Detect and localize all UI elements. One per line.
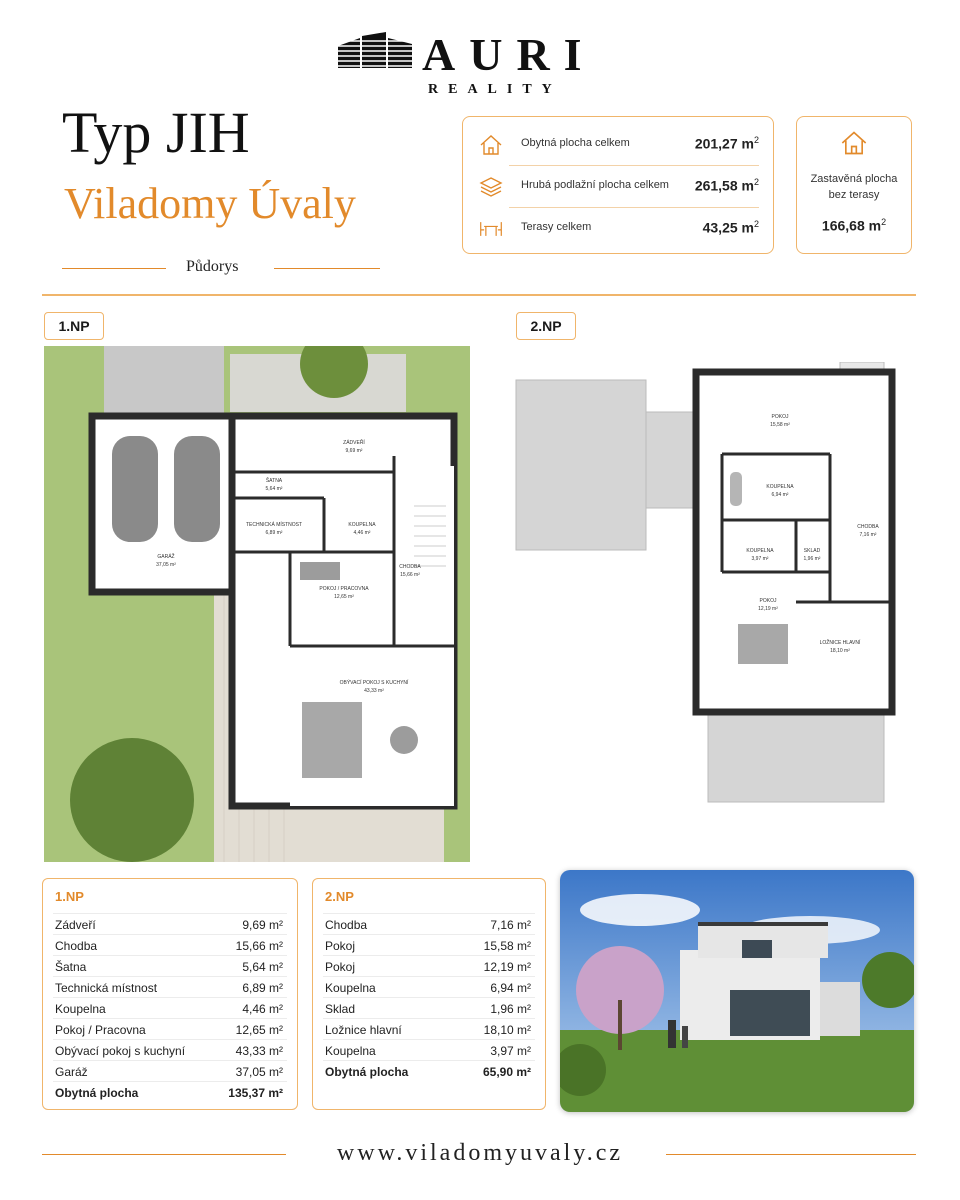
brand-sub: REALITY: [428, 82, 562, 97]
stat-value: 43,25 $m^2$: [702, 219, 759, 236]
svg-text:1,96 m²: 1,96 m²: [803, 556, 821, 562]
table-row: Chodba 7,16 m²: [323, 913, 535, 934]
divider: [274, 268, 380, 269]
stat-label: Terasy celkem: [521, 221, 592, 233]
table-row: Garáž 37,05 m²: [53, 1060, 287, 1081]
table-row: Koupelna 6,94 m²: [323, 976, 535, 997]
area-table-2np: [312, 878, 546, 1110]
room-label-pokoj-1: POKOJ: [771, 414, 789, 420]
svg-text:3,97 m²: 3,97 m²: [751, 556, 769, 562]
stat-row: [463, 167, 773, 207]
divider: [62, 268, 166, 269]
room-label-chodba: CHODBA: [399, 564, 421, 570]
room-label-garaz: GARÁŽ: [157, 554, 175, 560]
svg-text:18,10 m²: 18,10 m²: [830, 648, 850, 654]
room-label-koupelna-1: KOUPELNA: [766, 484, 794, 490]
room-label-loznice: LOŽNICE HLAVNÍ: [819, 640, 861, 646]
house-icon: [479, 133, 503, 157]
room-label-sklad: SKLAD: [803, 548, 821, 554]
svg-text:15,58 m²: 15,58 m²: [770, 422, 790, 428]
room-label-pokoj-pracovna: POKOJ / PRACOVNA: [319, 586, 369, 592]
room-label-koupelna-2: KOUPELNA: [746, 548, 774, 554]
table-total-row: Obytná plocha 135,37 m²: [53, 1081, 287, 1102]
layers-icon: [479, 175, 503, 199]
stat-label: Obytná plocha celkem: [521, 137, 630, 149]
floor-plan-2np: [510, 362, 910, 812]
area-stats-box: [462, 116, 774, 254]
svg-text:9,69 m²: 9,69 m²: [345, 448, 363, 454]
room-label-pokoj-2: POKOJ: [759, 598, 777, 604]
room-label-zadveri: ZÁDVEŘÍ: [343, 440, 365, 446]
room-label-technicka: TECHNICKÁ MÍSTNOST: [245, 522, 303, 528]
page-subtitle: Viladomy Úvaly: [64, 179, 356, 228]
svg-text:6,94 m²: 6,94 m²: [771, 492, 789, 498]
floor-tag-1np: 1.NP: [44, 312, 104, 340]
table-row: Koupelna 3,97 m²: [323, 1039, 535, 1060]
svg-text:4,46 m²: 4,46 m²: [353, 530, 371, 536]
table-row: Sklad 1,96 m²: [323, 997, 535, 1018]
built-area-box: [796, 116, 912, 254]
divider: [509, 207, 759, 208]
brand-logo: [338, 28, 608, 100]
table-heading: 1.NP: [55, 889, 84, 904]
room-label-obyvaci: OBÝVACÍ POKOJ S KUCHYNÍ: [339, 680, 409, 686]
divider: [666, 1154, 916, 1155]
divider: [509, 165, 759, 166]
built-area-value: 166,68 $m^2$: [821, 217, 887, 234]
floor-plan-1np: [44, 346, 470, 862]
stat-row: [463, 209, 773, 249]
stat-value: 261,58 $m^2$: [694, 177, 759, 194]
svg-text:43,33 m²: 43,33 m²: [364, 688, 384, 694]
table-total-row: Obytná plocha 65,90 m²: [323, 1060, 535, 1081]
svg-text:15,66 m²: 15,66 m²: [400, 572, 420, 578]
table-row: Pokoj / Pracovna 12,65 m²: [53, 1018, 287, 1039]
brand-name: AURI: [422, 29, 596, 80]
building-logo-icon: [338, 32, 412, 68]
table-row: Pokoj 15,58 m²: [323, 934, 535, 955]
svg-text:12,65 m²: 12,65 m²: [334, 594, 354, 600]
table-row: Koupelna 4,46 m²: [53, 997, 287, 1018]
area-table-1np: [42, 878, 298, 1110]
section-label: Půdorys: [186, 258, 239, 275]
room-label-koupelna: KOUPELNA: [348, 522, 376, 528]
stat-label: Hrubá podlažní plocha celkem: [521, 179, 669, 191]
house-rendering-image: [560, 870, 914, 1112]
built-area-label: Zastavěná plocha bez terasy: [810, 173, 898, 201]
svg-text:6,89 m²: 6,89 m²: [265, 530, 283, 536]
page-title: Typ JIH: [62, 100, 250, 165]
house-icon: [840, 129, 868, 157]
table-row: Šatna 5,64 m²: [53, 955, 287, 976]
table-row: Technická místnost 6,89 m²: [53, 976, 287, 997]
website-url[interactable]: www.viladomyuvaly.cz: [336, 1140, 624, 1166]
svg-text:5,64 m²: 5,64 m²: [265, 486, 283, 492]
table-row: Chodba 15,66 m²: [53, 934, 287, 955]
table-row: Obývací pokoj s kuchyní 43,33 m²: [53, 1039, 287, 1060]
table-row: Pokoj 12,19 m²: [323, 955, 535, 976]
terrace-furniture-icon: [479, 217, 503, 241]
table-row: Zádveří 9,69 m²: [53, 913, 287, 934]
stat-value: 201,27 $m^2$: [694, 135, 759, 152]
svg-text:7,16 m²: 7,16 m²: [859, 532, 877, 538]
floor-tag-2np: 2.NP: [516, 312, 576, 340]
table-heading: 2.NP: [325, 889, 354, 904]
table-row: Ložnice hlavní 18,10 m²: [323, 1018, 535, 1039]
svg-text:37,05 m²: 37,05 m²: [156, 562, 176, 568]
svg-text:12,19 m²: 12,19 m²: [758, 606, 778, 612]
section-divider: [42, 294, 916, 296]
room-label-chodba-2: CHODBA: [857, 524, 879, 530]
room-label-satna: ŠATNA: [265, 478, 283, 484]
stat-row: [463, 125, 773, 165]
